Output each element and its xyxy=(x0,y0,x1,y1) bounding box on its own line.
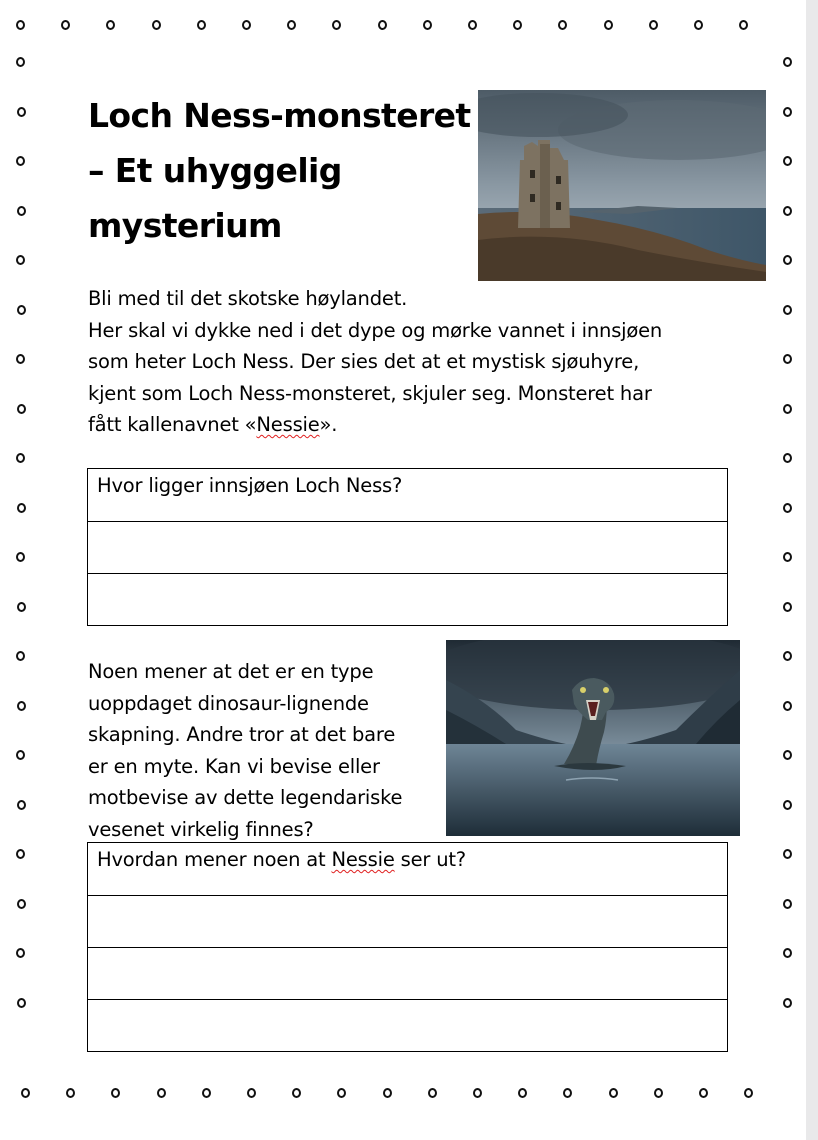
border-dot xyxy=(694,20,703,30)
question-2-start: Hvordan mener noen at xyxy=(97,848,332,871)
border-dot xyxy=(16,651,25,661)
border-dot xyxy=(654,1088,663,1098)
border-dot xyxy=(16,849,25,859)
answer-row[interactable] xyxy=(88,521,727,573)
p2-line-5: motbevise av dette legendariske xyxy=(88,786,403,809)
intro-line-1: Bli med til det skotske høylandet. xyxy=(88,287,408,310)
intro-line-4: kjent som Loch Ness-monsteret, skjuler seg. Monsteret har xyxy=(88,381,652,405)
border-dot xyxy=(16,552,25,562)
border-dot xyxy=(428,1088,437,1098)
border-dot xyxy=(16,255,25,265)
border-dot xyxy=(783,305,792,315)
border-dot xyxy=(604,20,613,30)
monster-image xyxy=(446,640,740,836)
border-dot xyxy=(157,1088,166,1098)
border-dot xyxy=(17,800,26,810)
question-2-end: ser ut? xyxy=(394,848,466,871)
border-dot xyxy=(783,404,792,414)
intro-line-3: som heter Loch Ness. Der sies det at et mystisk sjøuhyre, xyxy=(88,350,640,373)
border-dot xyxy=(17,107,26,117)
page-title xyxy=(88,88,471,253)
border-dot xyxy=(783,156,792,166)
border-dot xyxy=(17,998,26,1008)
border-dot xyxy=(17,404,26,414)
border-dot xyxy=(17,305,26,315)
border-dot xyxy=(17,206,26,216)
border-dot xyxy=(783,354,792,364)
border-dot xyxy=(242,20,251,30)
p2-line-3: skapning. Andre tror at det bare xyxy=(88,723,396,746)
title-line-1: Loch Ness-monsteret xyxy=(88,96,471,135)
border-dot xyxy=(17,701,26,711)
intro-line-5 xyxy=(88,409,728,441)
border-dot xyxy=(383,1088,392,1098)
border-dot xyxy=(783,948,792,958)
border-dot xyxy=(783,552,792,562)
border-dot xyxy=(783,453,792,463)
border-dot xyxy=(518,1088,527,1098)
answer-table-1 xyxy=(87,468,728,626)
border-dot xyxy=(16,156,25,166)
border-dot xyxy=(247,1088,256,1098)
border-dot xyxy=(649,20,658,30)
answer-row[interactable] xyxy=(88,573,727,625)
border-dot xyxy=(292,1088,301,1098)
p2-line-6: vesenet virkelig finnes? xyxy=(88,817,314,841)
castle-image xyxy=(478,90,766,281)
p2-line-2: uoppdaget dinosaur-lignende xyxy=(88,691,369,715)
border-dot xyxy=(16,20,25,30)
p2-line-1: Noen mener at det er en type xyxy=(88,660,374,683)
border-dot xyxy=(563,1088,572,1098)
border-dot xyxy=(783,800,792,810)
intro-line-5-start: fått kallenavnet « xyxy=(88,413,257,436)
border-dot xyxy=(744,1088,753,1098)
border-dot xyxy=(378,20,387,30)
border-dot xyxy=(609,1088,618,1098)
border-dot xyxy=(17,602,26,612)
border-dot xyxy=(783,206,792,216)
p2-line-4: er en myte. Kan vi bevise eller xyxy=(88,754,380,778)
border-dot xyxy=(152,20,161,30)
intro-paragraph xyxy=(88,283,728,441)
border-dot xyxy=(16,453,25,463)
border-dot xyxy=(111,1088,120,1098)
border-dot xyxy=(17,899,26,909)
border-dot xyxy=(783,849,792,859)
border-dot xyxy=(423,20,432,30)
border-dot xyxy=(17,503,26,513)
border-dot xyxy=(783,107,792,117)
title-line-2: – Et uhyggelig xyxy=(88,151,342,190)
nessie-word: Nessie xyxy=(331,848,395,871)
question-2-text xyxy=(97,846,466,874)
border-dot xyxy=(783,701,792,711)
second-paragraph xyxy=(88,656,438,845)
border-dot xyxy=(468,20,477,30)
border-dot xyxy=(783,57,792,67)
border-dot xyxy=(106,20,115,30)
border-dot xyxy=(16,750,25,760)
answer-table-2 xyxy=(87,842,728,1052)
nessie-word: Nessie xyxy=(256,413,320,436)
border-dot xyxy=(783,503,792,513)
answer-row[interactable] xyxy=(88,999,727,1051)
border-dot xyxy=(16,354,25,364)
question-row xyxy=(88,843,727,895)
title-line-3: mysterium xyxy=(88,206,282,245)
intro-line-2: Her skal vi dykke ned i det dype og mørke vannet i innsjøen xyxy=(88,318,663,342)
border-dot xyxy=(337,1088,346,1098)
border-dot xyxy=(16,948,25,958)
border-dot xyxy=(66,1088,75,1098)
border-dot xyxy=(783,255,792,265)
intro-line-5-end: ». xyxy=(319,413,338,436)
border-dot xyxy=(783,602,792,612)
question-1-text: Hvor ligger innsjøen Loch Ness? xyxy=(97,474,403,497)
answer-row[interactable] xyxy=(88,895,727,947)
border-dot xyxy=(739,20,748,30)
border-dot xyxy=(287,20,296,30)
border-dot xyxy=(783,750,792,760)
border-dot xyxy=(21,1088,30,1098)
border-dot xyxy=(202,1088,211,1098)
border-dot xyxy=(332,20,341,30)
border-dot xyxy=(558,20,567,30)
border-dot xyxy=(513,20,522,30)
border-dot xyxy=(16,57,25,67)
border-dot xyxy=(783,899,792,909)
border-dot xyxy=(783,651,792,661)
border-dot xyxy=(197,20,206,30)
border-dot xyxy=(699,1088,708,1098)
border-dot xyxy=(783,998,792,1008)
border-dot xyxy=(61,20,70,30)
border-dot xyxy=(473,1088,482,1098)
question-row xyxy=(88,469,727,521)
answer-row[interactable] xyxy=(88,947,727,999)
